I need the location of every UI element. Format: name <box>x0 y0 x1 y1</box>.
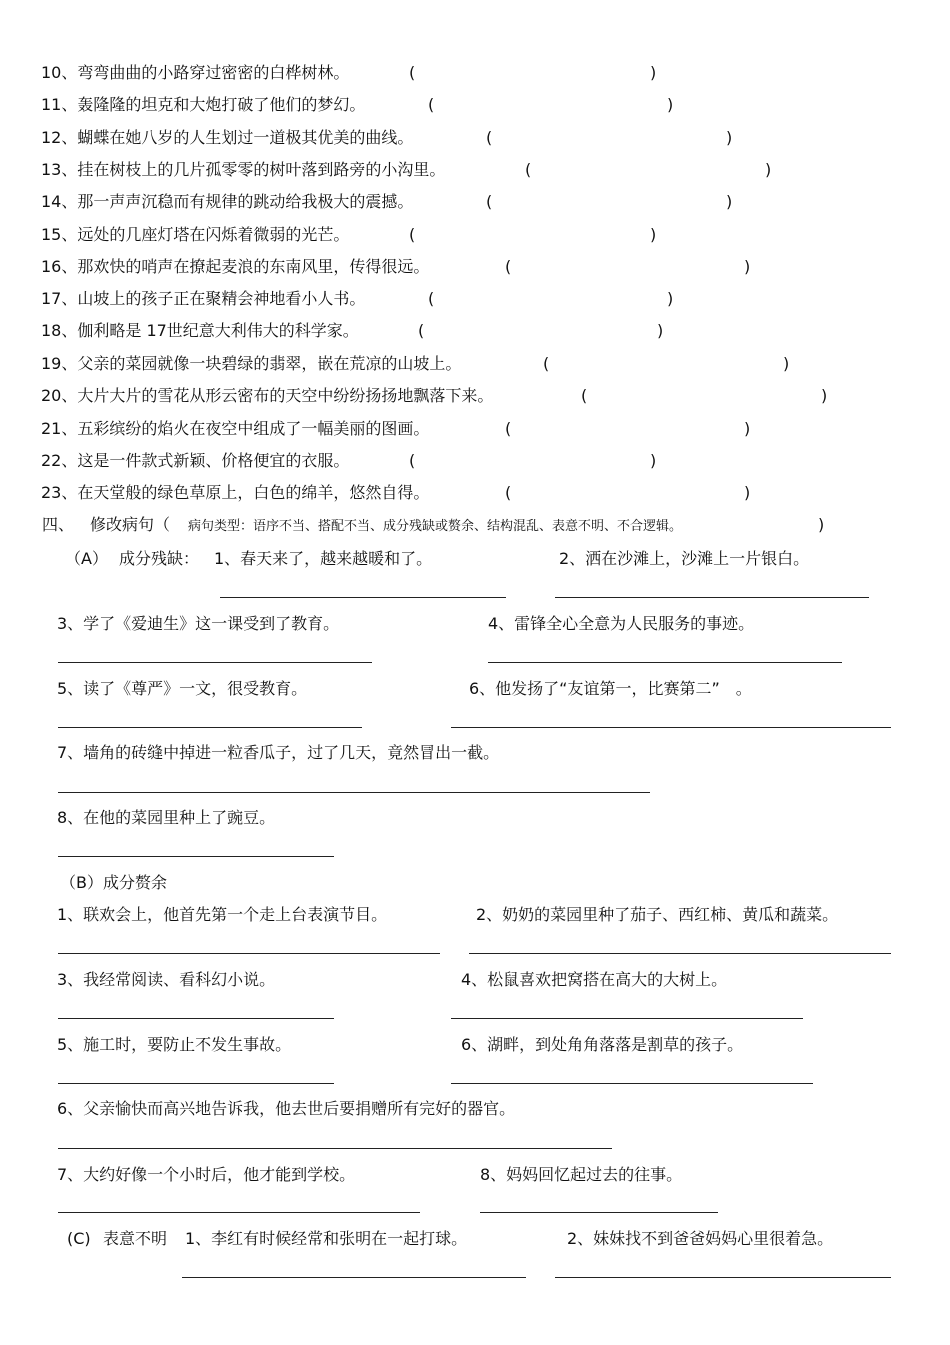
answer-line[interactable] <box>555 597 869 598</box>
paren-open: ( <box>543 354 550 373</box>
paren-close: ) <box>726 192 733 211</box>
item-text: 17、山坡上的孩子正在聚精会神地看小人书。 <box>41 289 366 308</box>
sentence: 4、雷锋全心全意为人民服务的事迹。 <box>488 614 755 633</box>
answer-line[interactable] <box>58 1018 334 1019</box>
paren-close: ) <box>821 386 828 405</box>
section-number: 四、 <box>42 515 75 534</box>
paren-close: ) <box>783 354 790 373</box>
paren-close: ) <box>657 321 664 340</box>
paren-open: ( <box>409 451 416 470</box>
paren-close: ) <box>744 419 751 438</box>
answer-line[interactable] <box>58 792 650 793</box>
item-text: 12、蝴蝶在她八岁的人生划过一道极其优美的曲线。 <box>41 128 414 147</box>
section-close-paren: ) <box>818 515 825 534</box>
sentence: 7、大约好像一个小时后，他才能到学校。 <box>57 1165 356 1184</box>
answer-line[interactable] <box>58 662 372 663</box>
answer-line[interactable] <box>480 1212 718 1213</box>
answer-line[interactable] <box>58 727 362 728</box>
item-text: 18、伽利略是 17世纪意大利伟大的科学家。 <box>41 321 359 340</box>
answer-line[interactable] <box>555 1277 891 1278</box>
paren-close: ) <box>667 289 674 308</box>
sentence: 1、李红有时候经常和张明在一起打球。 <box>185 1229 468 1248</box>
item-text: 10、弯弯曲曲的小路穿过密密的白桦树林。 <box>41 63 350 82</box>
item-text: 21、五彩缤纷的焰火在夜空中组成了一幅美丽的图画。 <box>41 419 430 438</box>
paren-close: ) <box>650 63 657 82</box>
paren-close: ) <box>650 225 657 244</box>
item-text: 23、在天堂般的绿色草原上，白色的绵羊，悠然自得。 <box>41 483 430 502</box>
sentence: 5、施工时，要防止不发生事故。 <box>57 1035 292 1054</box>
paren-close: ) <box>667 95 674 114</box>
paren-close: ) <box>744 483 751 502</box>
item-text: 14、那一声声沉稳而有规律的跳动给我极大的震撼。 <box>41 192 414 211</box>
item-text: 13、挂在树枝上的几片孤零零的树叶落到路旁的小沟里。 <box>41 160 446 179</box>
paren-open: ( <box>486 192 493 211</box>
answer-line[interactable] <box>451 1018 803 1019</box>
answer-line[interactable] <box>58 1148 612 1149</box>
answer-line[interactable] <box>469 953 891 954</box>
paren-open: ( <box>505 257 512 276</box>
paren-open: ( <box>428 289 435 308</box>
sentence: 5、读了《尊严》一文，很受教育。 <box>57 679 308 698</box>
part-c-label: (C) <box>67 1229 91 1248</box>
item-text: 11、轰隆隆的坦克和大炮打破了他们的梦幻。 <box>41 95 366 114</box>
paren-open: ( <box>505 483 512 502</box>
sentence: 2、妹妹找不到爸爸妈妈心里很着急。 <box>567 1229 834 1248</box>
sentence: 8、在他的菜园里种上了豌豆。 <box>57 808 276 827</box>
sentence: 8、妈妈回忆起过去的往事。 <box>480 1165 683 1184</box>
paren-open: ( <box>428 95 435 114</box>
sentence: 7、墙角的砖缝中掉进一粒香瓜子，过了几天，竟然冒出一截。 <box>57 743 500 762</box>
sentence: 6、父亲愉快而高兴地告诉我，他去世后要捐赠所有完好的器官。 <box>57 1099 516 1118</box>
paren-close: ) <box>650 451 657 470</box>
paren-close: ) <box>744 257 751 276</box>
paren-open: ( <box>409 225 416 244</box>
sentence: 4、松鼠喜欢把窝搭在高大的大树上。 <box>461 970 728 989</box>
paren-open: ( <box>486 128 493 147</box>
sentence: 3、学了《爱迪生》这一课受到了教育。 <box>57 614 340 633</box>
item-text: 22、这是一件款式新颖、价格便宜的衣服。 <box>41 451 350 470</box>
paren-open: ( <box>418 321 425 340</box>
answer-line[interactable] <box>182 1277 526 1278</box>
sentence: 6、湖畔，到处角角落落是割草的孩子。 <box>461 1035 744 1054</box>
paren-open: ( <box>525 160 532 179</box>
answer-line[interactable] <box>58 856 334 857</box>
part-a-title: 成分残缺： <box>119 549 200 568</box>
sentence: 1、春天来了，越来越暖和了。 <box>214 549 433 568</box>
answer-line[interactable] <box>220 597 506 598</box>
paren-close: ) <box>765 160 772 179</box>
part-c-title: 表意不明 <box>103 1229 168 1248</box>
section-note: 病句类型：语序不当、搭配不当、成分残缺或赘余、结构混乱、表意不明、不合逻辑。 <box>188 519 683 534</box>
part-a-label: （A） <box>65 549 108 568</box>
sentence: 1、联欢会上，他首先第一个走上台表演节目。 <box>57 905 388 924</box>
answer-line[interactable] <box>58 953 440 954</box>
sentence: 3、我经常阅读、看科幻小说。 <box>57 970 276 989</box>
paren-open: ( <box>581 386 588 405</box>
sentence: 6、他发扬了“友谊第一，比赛第二” 。 <box>469 679 752 698</box>
answer-line[interactable] <box>451 1083 813 1084</box>
paren-open: ( <box>505 419 512 438</box>
answer-line[interactable] <box>451 727 891 728</box>
answer-line[interactable] <box>488 662 842 663</box>
part-b-title: （B）成分赘余 <box>60 873 167 892</box>
answer-line[interactable] <box>58 1212 420 1213</box>
paren-open: ( <box>409 63 416 82</box>
sentence: 2、洒在沙滩上，沙滩上一片银白。 <box>559 549 810 568</box>
answer-line[interactable] <box>58 1083 334 1084</box>
item-text: 15、远处的几座灯塔在闪烁着微弱的光芒。 <box>41 225 350 244</box>
section-title: 修改病句（ <box>90 515 171 534</box>
item-text: 16、那欢快的哨声在撩起麦浪的东南风里，传得很远。 <box>41 257 430 276</box>
paren-close: ) <box>726 128 733 147</box>
sentence: 2、奶奶的菜园里种了茄子、西红柿、黄瓜和蔬菜。 <box>476 905 839 924</box>
item-text: 19、父亲的菜园就像一块碧绿的翡翠，嵌在荒凉的山坡上。 <box>41 354 462 373</box>
item-text: 20、大片大片的雪花从形云密布的天空中纷纷扬扬地飘落下来。 <box>41 386 494 405</box>
